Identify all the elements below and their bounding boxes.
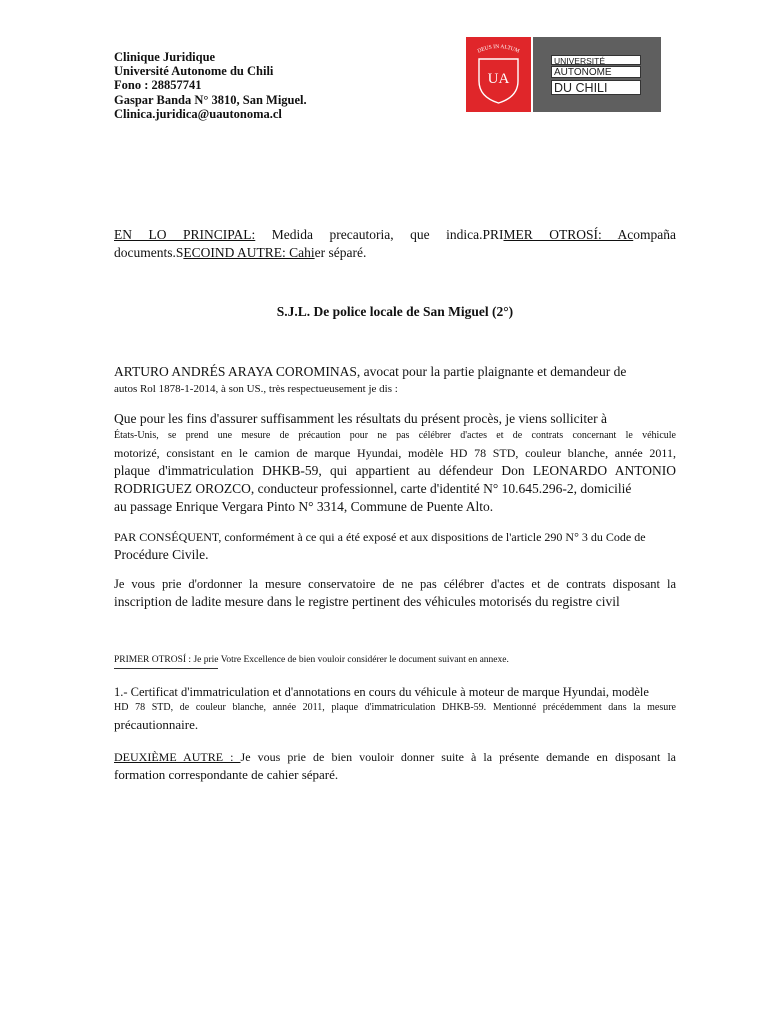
wordmark-line-3: DU CHILI [551, 80, 641, 95]
wordmark-line-2: AUTONOME [551, 66, 641, 78]
consequently-paragraph [114, 528, 676, 564]
svg-text:DEUS IN ALTUM [477, 44, 521, 55]
consequently-line-1: PAR CONSÉQUENT, conformément à ce qui a été exposé et aux dispositions de l'article 290 N° 3 du Code de [114, 530, 646, 544]
annex-underline [114, 668, 218, 669]
university-wordmark [533, 37, 661, 112]
second-autre-heading: ECOIND AUTRE: Cahi [183, 245, 315, 260]
body-line-6: au passage Enrique Vergara Pinto N° 3314, Commune de Puente Alto. [114, 499, 494, 514]
body-line-2: États-Unis, se prend une mesure de précaution pour ne pas célébrer d'actes et de contrats concernant le véhicule [114, 430, 676, 441]
body-paragraph [114, 410, 676, 516]
university-seal-logo [466, 37, 531, 112]
second-label: DEUXIÈME AUTRE : [114, 750, 241, 764]
email-address: Clinica.juridica@uautonoma.cl [114, 106, 282, 121]
consequently-line-2: Procédure Civile. [114, 547, 209, 562]
item1-line-3: précautionnaire. [114, 717, 199, 732]
second-line-2: formation correspondante de cahier séparé. [114, 767, 339, 782]
annex-label: PRIMER OTROSÍ : [114, 655, 192, 665]
summary-line-1: EN LO PRINCIPAL: Medida precautoria, que indica.PRIMER OTROSÍ: Acompaña [114, 227, 676, 242]
body-line-5: RODRIGUEZ OROZCO, conducteur professionnel, carte d'identité N° 10.645.296-2, domicilié [114, 481, 632, 496]
annex-text: Je prie Votre Excellence de bien vouloir considérer le document suivant en annexe. [191, 655, 509, 665]
summary-line-2: documents.SECOIND AUTRE: Cahier séparé. [114, 245, 367, 260]
intro-paragraph [114, 363, 676, 397]
principal-heading: EN LO PRINCIPAL: [114, 227, 256, 242]
first-otrosi-heading: MER OTROSÍ: Ac [503, 227, 634, 242]
seal-monogram: UA [487, 71, 510, 87]
clinic-name: Clinique Juridique [114, 50, 216, 64]
intro-line-2: autos Rol 1878-1-2014, à son US., très respectueusement je dis : [114, 383, 398, 395]
item1-line-2: HD 78 STD, de couleur blanche, année 2011, plaque d'immatriculation DHKB-59. Mentionné précédemment dans la mesure [114, 702, 676, 713]
university-name: Université Autonome du Chili [114, 64, 274, 79]
shield-icon [466, 37, 531, 112]
court-title: S.J.L. De police locale de San Miguel (2°) [276, 304, 514, 319]
body-line-1: Que pour les fins d'assurer suffisamment les résultats du présent procès, je viens solliciter à [114, 411, 607, 426]
second-line-1: DEUXIÈME AUTRE : Je vous prie de bien vouloir donner suite à la présente demande en disposant la [114, 750, 676, 764]
item1-line-1: 1.- Certificat d'immatriculation et d'annotations en cours du véhicule à moteur de marque Hyundai, modèle [114, 685, 649, 699]
wordmark-line-1: UNIVERSITÉ [551, 55, 641, 65]
street-address: Gaspar Banda N° 3810, San Miguel. [114, 92, 307, 107]
intro-line-1: ARTURO ANDRÉS ARAYA COROMINAS, avocat pour la partie plaignante et demandeur de [114, 364, 627, 379]
phone-number: Fono : 28857741 [114, 78, 202, 93]
summary-paragraph [114, 226, 676, 262]
annex-paragraph [114, 653, 676, 667]
annex-item-1 [114, 684, 676, 734]
second-paragraph [114, 748, 676, 784]
body-line-3: motorizé, consistant en le camion de marque Hyundai, modèle HD 78 STD, couleur blanche, année 2011, [114, 446, 676, 460]
clinic-contact-block [114, 50, 307, 121]
body-line-4: plaque d'immatriculation DHKB-59, qui appartient au défendeur Don LEONARDO ANTONIO [114, 463, 676, 478]
request-line-2: inscription de ladite mesure dans le registre pertinent des véhicules motorisés du registre civil [114, 594, 620, 609]
request-paragraph [114, 575, 676, 611]
request-line-1: Je vous prie d'ordonner la mesure conservatoire de ne pas célébrer d'actes et de contrats disposant la [114, 577, 676, 591]
seal-motto: DEUS IN ALTUM [476, 43, 521, 55]
